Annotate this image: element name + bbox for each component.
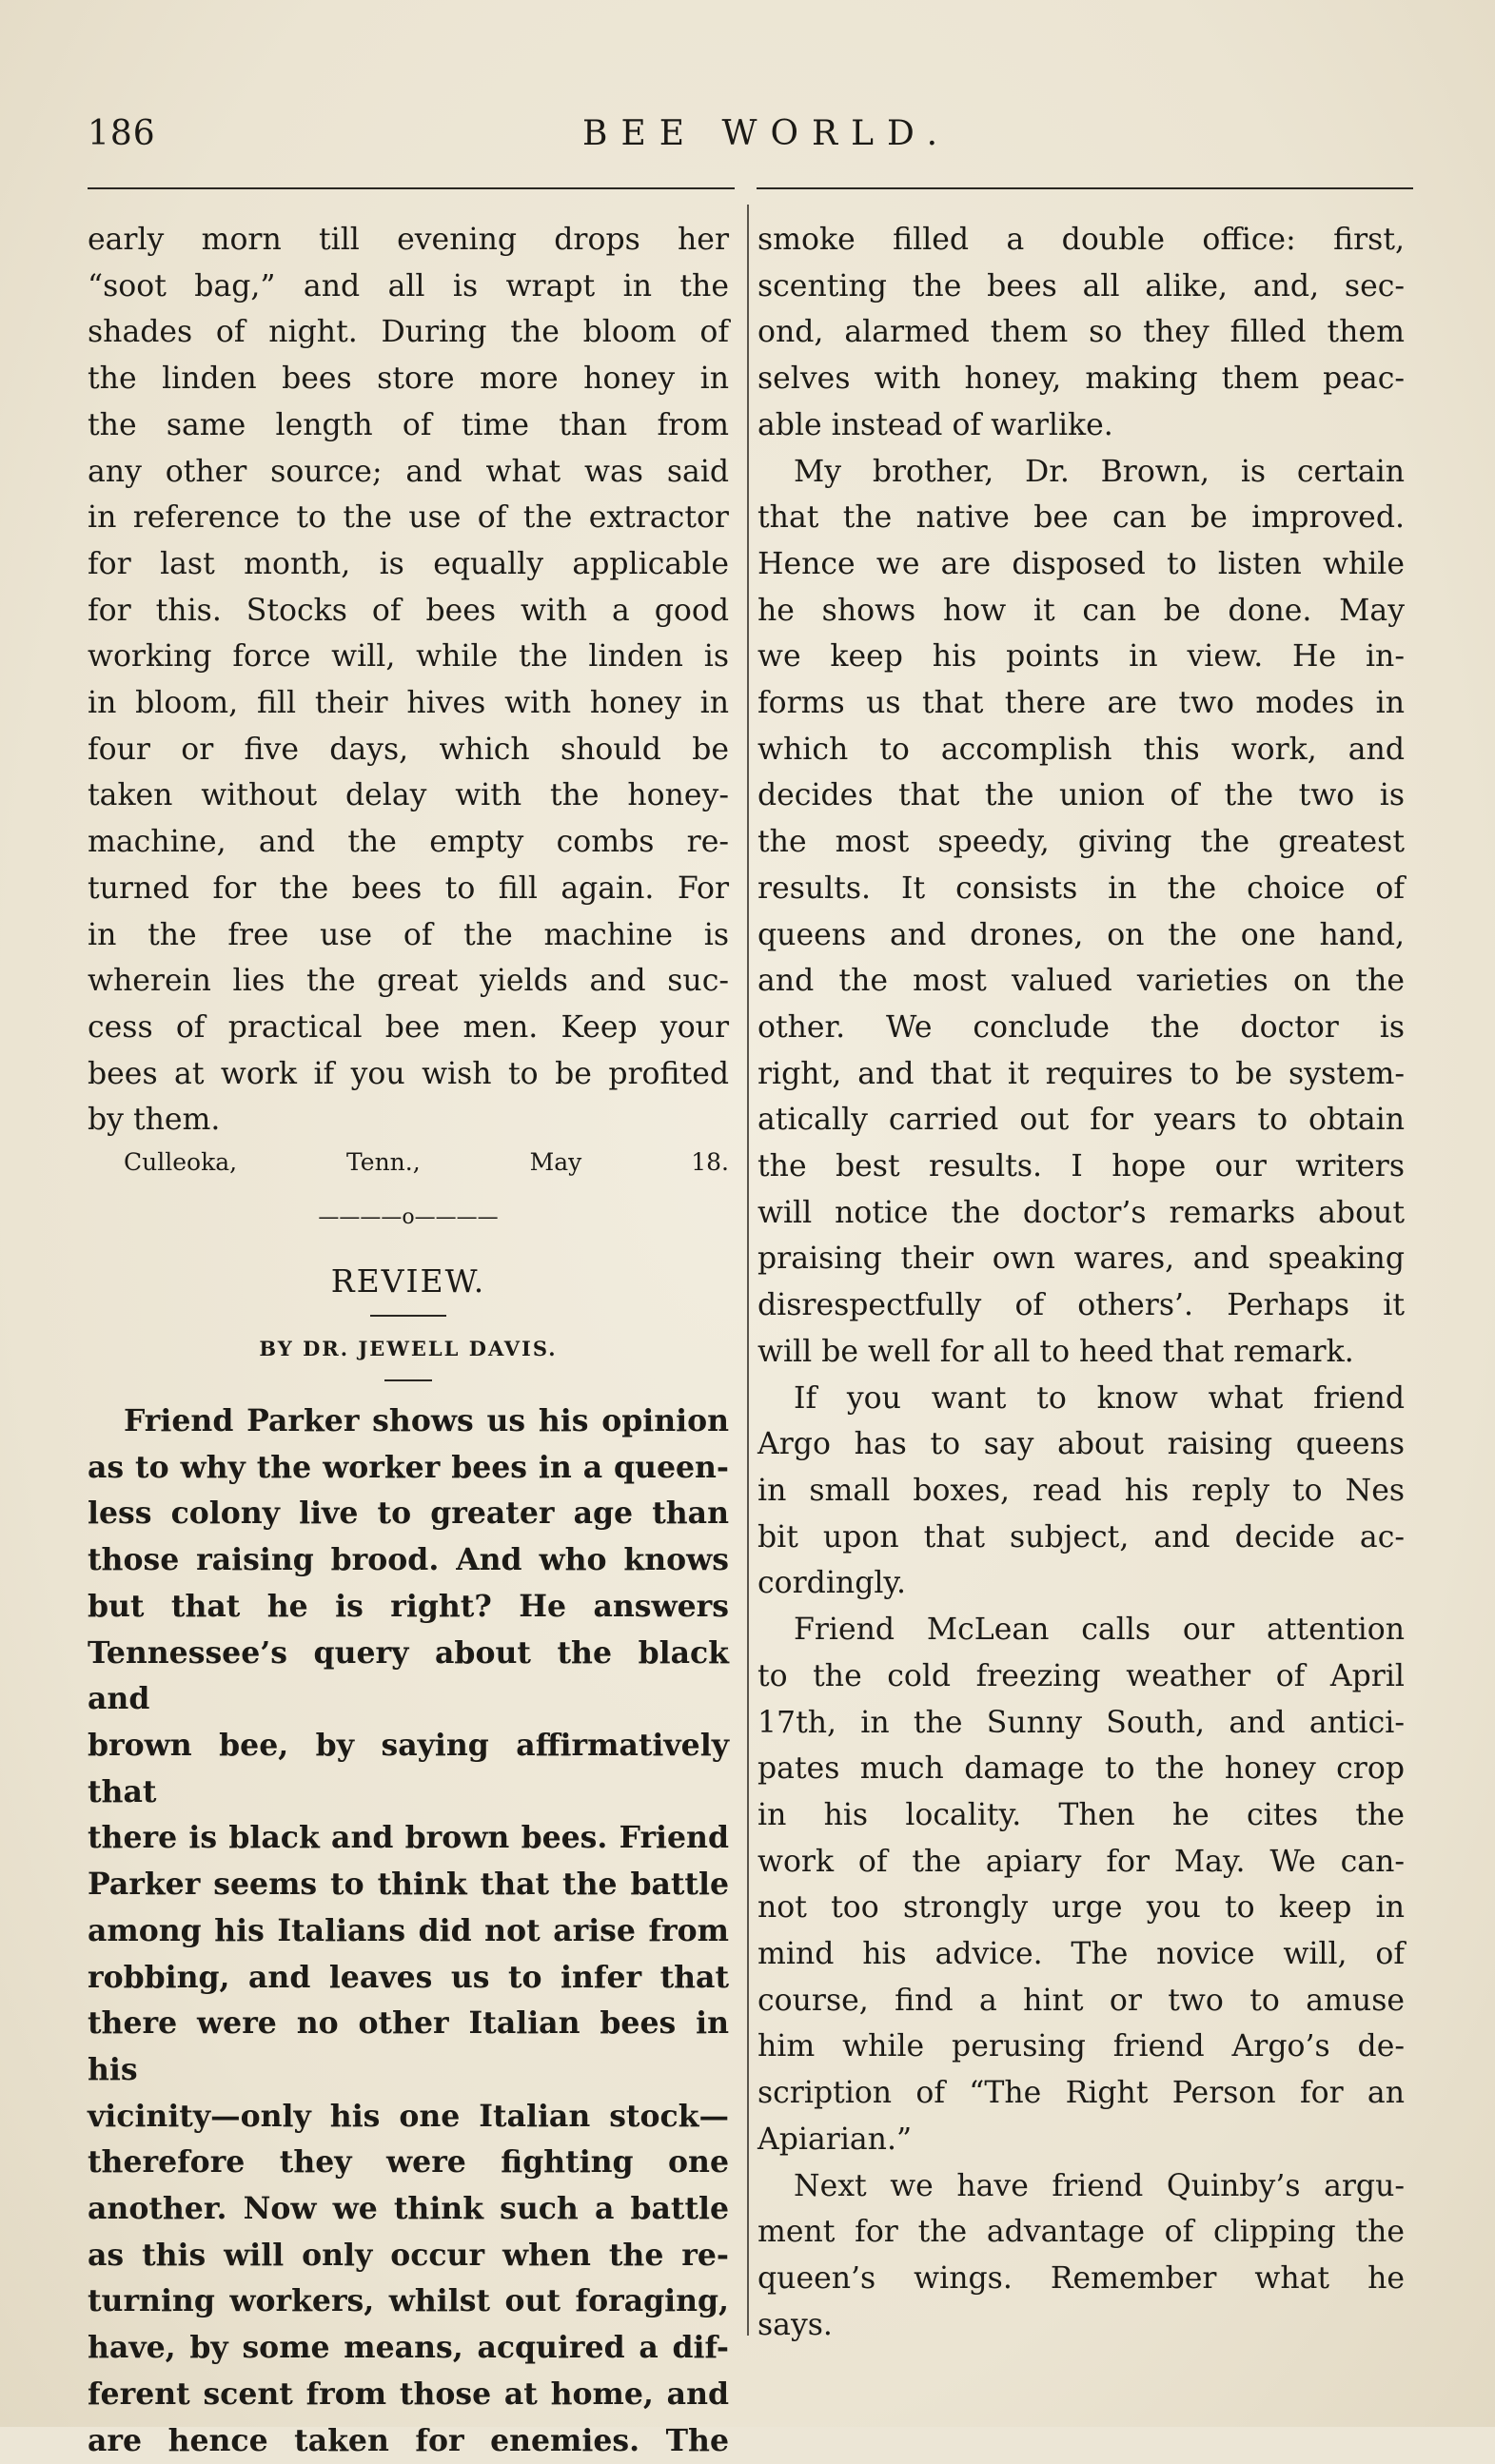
text-line: will notice the doctor’s remarks about: [757, 1195, 1405, 1230]
text-line: we keep his points in view. He in-: [757, 639, 1405, 675]
text-line: Tennessee’s query about the black and: [88, 1634, 729, 1717]
text-line: Friend McLean calls our attention: [794, 1613, 1405, 1648]
byline: BY DR. JEWELL DAVIS.: [259, 1337, 558, 1361]
text-line: selves with honey, making them peac-: [757, 362, 1405, 397]
text-line: but that he is right? He answers: [88, 1588, 729, 1624]
text-line: Parker seems to think that the battle: [88, 1867, 729, 1903]
text-line: ferent scent from those at home, and: [88, 2376, 729, 2412]
text-line: other. We conclude the doctor is: [757, 1009, 1405, 1045]
text-line: says.: [757, 2307, 833, 2342]
text-line: smoke filled a double office: first,: [757, 223, 1405, 257]
text-line: ond, alarmed them so they filled them: [757, 315, 1405, 350]
text-line: ment for the advantage of clipping the: [757, 2215, 1405, 2250]
text-line: there were no other Italian bees in his: [88, 2005, 729, 2087]
text-line: queen’s wings. Remember what he: [757, 2260, 1405, 2296]
text-line: pates much damage to the honey crop: [757, 1751, 1405, 1787]
text-line: Argo has to say about raising queens: [757, 1427, 1405, 1462]
text-line: the same length of time than from: [88, 407, 729, 442]
text-line: the most speedy, giving the greatest: [757, 825, 1405, 860]
text-line: him while perusing friend Argo’s de-: [757, 2029, 1405, 2064]
dateline: Culleoka, Tenn., May 18.: [124, 1148, 729, 1177]
byline-rule: [384, 1379, 432, 1381]
text-line: able instead of warlike.: [757, 407, 1113, 442]
text-line: to the cold freezing weather of April: [757, 1658, 1405, 1693]
text-line: turned for the bees to fill again. For: [88, 870, 729, 906]
text-line: My brother, Dr. Brown, is certain: [794, 454, 1405, 489]
text-line: in small boxes, read his reply to Nes: [757, 1473, 1405, 1508]
continued-paragraph: [88, 217, 729, 1144]
text-line: less colony live to greater age than: [88, 1496, 729, 1532]
text-line: If you want to know what friend: [794, 1380, 1405, 1416]
paragraph: [757, 2163, 1405, 2349]
text-line: and the most valued varieties on the: [757, 964, 1405, 999]
text-line: brown bee, by saying affirmatively that: [88, 1727, 729, 1809]
text-line: cess of practical bee men. Keep your: [88, 1009, 729, 1045]
paragraph: [757, 1376, 1405, 1608]
text-line: disrespectfully of others’. Perhaps it: [757, 1288, 1405, 1323]
text-line: have, by some means, acquired a dif-: [88, 2330, 729, 2366]
text-line: will be well for all to heed that remark.: [757, 1334, 1354, 1369]
text-line: Friend Parker shows us his opinion: [124, 1403, 729, 1439]
paragraph: [757, 449, 1405, 1376]
article-title: REVIEW.: [330, 1262, 486, 1300]
text-line: another. Now we think such a battle: [88, 2191, 729, 2227]
text-line: wherein lies the great yields and suc-: [88, 964, 729, 999]
text-line: mind his advice. The novice will, of: [757, 1937, 1405, 1972]
section-separator: ————o————: [318, 1205, 499, 1230]
text-line: among his Italians did not arise from: [88, 1912, 729, 1948]
text-line: as to why the worker bees in a queen-: [88, 1449, 729, 1485]
text-line: not too strongly urge you to keep in: [757, 1890, 1405, 1926]
text-line: taken without delay with the honey-: [88, 778, 729, 813]
header-rule-right: [757, 187, 1413, 189]
review-paragraph: [88, 1398, 729, 2464]
column-divider: [747, 205, 749, 2336]
text-line: 17th, in the Sunny South, and antici-: [757, 1705, 1405, 1740]
text-line: cordingly.: [757, 1566, 907, 1601]
header-rule-left: [88, 187, 735, 189]
right-column: [757, 217, 1405, 2348]
text-line: turning workers, whilst out foraging,: [88, 2283, 729, 2319]
text-line: the linden bees store more honey in: [88, 362, 729, 397]
text-line: he shows how it can be done. May: [757, 593, 1405, 628]
text-line: early morn till evening drops her: [88, 223, 729, 257]
paragraph: [757, 1607, 1405, 2162]
text-line: course, find a hint or two to amuse: [757, 1983, 1405, 2018]
text-line: in bloom, fill their hives with honey in: [88, 686, 729, 721]
text-line: in his locality. Then he cites the: [757, 1797, 1405, 1832]
text-line: Apiarian.”: [757, 2122, 913, 2157]
text-line: bit upon that subject, and decide ac-: [757, 1519, 1405, 1555]
text-line: working force will, while the linden is: [88, 639, 729, 675]
text-line: in reference to the use of the extractor: [88, 500, 729, 536]
text-line: Next we have friend Quinby’s argu-: [794, 2168, 1405, 2203]
paragraph: [757, 217, 1405, 449]
text-line: robbing, and leaves us to infer that: [88, 1959, 729, 1995]
text-line: four or five days, which should be: [88, 732, 729, 767]
text-line: decides that the union of the two is: [757, 778, 1405, 813]
title-rule: [370, 1315, 446, 1317]
text-line: scenting the bees all alike, and, sec-: [757, 268, 1405, 303]
text-line: Hence we are disposed to listen while: [757, 546, 1405, 581]
text-line: those raising brood. And who knows: [88, 1542, 729, 1578]
text-line: the best results. I hope our writers: [757, 1149, 1405, 1184]
text-line: right, and that it requires to be system-: [757, 1056, 1405, 1091]
text-line: praising their own wares, and speaking: [757, 1242, 1405, 1277]
text-line: forms us that there are two modes in: [757, 686, 1405, 721]
running-head: BEE WORLD.: [582, 114, 952, 153]
text-line: as this will only occur when the re-: [88, 2237, 729, 2273]
text-line: atically carried out for years to obtain: [757, 1103, 1405, 1138]
text-line: for last month, is equally applicable: [88, 546, 729, 581]
text-line: which to accomplish this work, and: [757, 732, 1405, 767]
text-line: in the free use of the machine is: [88, 917, 729, 952]
page-number: 186: [88, 114, 156, 153]
text-line: results. It consists in the choice of: [757, 870, 1405, 906]
text-line: scription of “The Right Person for an: [757, 2076, 1405, 2111]
text-line: any other source; and what was said: [88, 454, 729, 489]
text-line: work of the apiary for May. We can-: [757, 1844, 1405, 1879]
text-line: for this. Stocks of bees with a good: [88, 593, 729, 628]
page-header: [88, 114, 1410, 171]
text-line: “soot bag,” and all is wrapt in the: [88, 268, 729, 303]
text-line: therefore they were fighting one: [88, 2144, 729, 2180]
text-line: machine, and the empty combs re-: [88, 825, 729, 860]
text-line: are hence taken for enemies. The: [88, 2422, 729, 2458]
text-line: by them.: [88, 1103, 221, 1138]
text-line: there is black and brown bees. Friend: [88, 1820, 729, 1856]
text-line: shades of night. During the bloom of: [88, 315, 729, 350]
text-line: vicinity—only his one Italian stock—: [88, 2098, 729, 2134]
text-line: queens and drones, on the one hand,: [757, 917, 1405, 952]
text-line: bees at work if you wish to be profited: [88, 1056, 729, 1091]
left-column: [88, 217, 729, 2464]
text-line: that the native bee can be improved.: [757, 500, 1405, 536]
